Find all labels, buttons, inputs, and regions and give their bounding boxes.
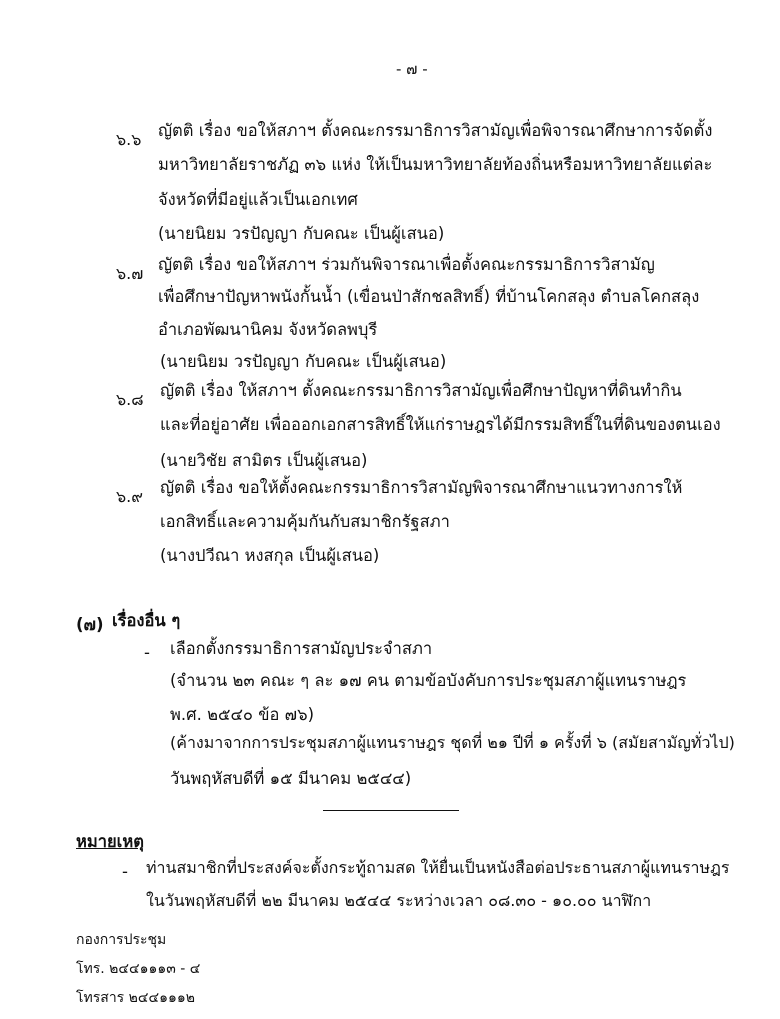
item-text-line: ญัตติ เรื่อง ขอให้สภาฯ ตั้งคณะกรรมาธิการวิสามัญเพื่อพิจารณาศึกษาการจัดตั้ง	[158, 121, 713, 140]
item-proposer: (นายวิชัย สามิตร เป็นผู้เสนอ)	[160, 451, 368, 470]
divider-line	[323, 810, 459, 811]
footer-tel: โทร. ๒๔๔๑๑๑๓ - ๔	[76, 961, 201, 977]
item-proposer: (นายนิยม วรปัญญา กับคณะ เป็นผู้เสนอ)	[160, 352, 447, 371]
item-proposer: (นายนิยม วรปัญญา กับคณะ เป็นผู้เสนอ)	[158, 224, 445, 243]
item-text-line: อำเภอพัฒนานิคม จังหวัดลพบุรี	[158, 320, 378, 339]
item-text-line: จังหวัดที่มีอยู่แล้วเป็นเอกเทศ	[158, 190, 358, 209]
bullet-dash: -	[144, 643, 150, 662]
item-text-line: และที่อยู่อาศัย เพื่อออกเอกสารสิทธิ์ให้แก่ราษฎรได้มีกรรมสิทธิ์ในที่ดินของตนเอง	[160, 415, 721, 434]
item-text-line: ญัตติ เรื่อง ขอให้ตั้งคณะกรรมาธิการวิสามัญพิจารณาศึกษาแนวทางการให้	[160, 478, 683, 497]
section-detail-line: วันพฤหัสบดีที่ ๑๕ มีนาคม ๒๕๔๔)	[170, 769, 412, 788]
item-text-line: เอกสิทธิ์และความคุ้มกันกับสมาชิกรัฐสภา	[160, 512, 450, 531]
section-number: (๗)	[76, 615, 104, 634]
section-detail-line: (จำนวน ๒๓ คณะ ๆ ละ ๑๗ คน ตามข้อบังคับการประชุมสภาผู้แทนราษฎร	[170, 671, 687, 690]
note-line: ในวันพฤหัสบดีที่ ๒๒ มีนาคม ๒๕๔๔ ระหว่างเวลา ๐๘.๓๐ - ๑๐.๐๐ นาฬิกา	[146, 891, 652, 910]
item-number: ๖.๙	[116, 487, 143, 506]
item-number: ๖.๖	[116, 130, 142, 149]
item-number: ๖.๗	[116, 264, 144, 283]
item-text-line: มหาวิทยาลัยราชภัฏ ๓๖ แห่ง ให้เป็นมหาวิทยาลัยท้องถิ่นหรือมหาวิทยาลัยแต่ละ	[158, 155, 713, 174]
item-proposer: (นางปวีณา หงสกุล เป็นผู้เสนอ)	[160, 546, 380, 565]
item-text-line: ญัตติ เรื่อง ขอให้สภาฯ ร่วมกันพิจารณาเพื่อตั้งคณะกรรมาธิการวิสามัญ	[158, 255, 655, 274]
item-text-line: ญัตติ เรื่อง ให้สภาฯ ตั้งคณะกรรมาธิการวิสามัญเพื่อศึกษาปัญหาที่ดินทำกิน	[160, 381, 682, 400]
bullet-dash: -	[122, 862, 128, 881]
section-detail-line: พ.ศ. ๒๕๔๐ ข้อ ๗๖)	[170, 705, 315, 724]
section-item-text: เลือกตั้งกรรมาธิการสามัญประจำสภา	[170, 639, 433, 658]
section-title: เรื่องอื่น ๆ	[112, 611, 181, 630]
footer-office: กองการประชุม	[76, 932, 167, 948]
page-number: - ๗ -	[396, 60, 428, 78]
note-heading: หมายเหตุ	[76, 832, 144, 851]
item-text-line: เพื่อศึกษาปัญหาพนังกั้นน้ำ (เขื่อนป่าสักชลสิทธิ์) ที่บ้านโคกสลุง ตำบลโคกสลุง	[158, 287, 700, 306]
item-number: ๖.๘	[116, 390, 144, 409]
footer-fax: โทรสาร ๒๔๔๑๑๑๒	[76, 990, 195, 1006]
note-line: ท่านสมาชิกที่ประสงค์จะตั้งกระทู้ถามสด ให้ยื่นเป็นหนังสือต่อประธานสภาผู้แทนราษฎร	[146, 858, 730, 877]
section-detail-line: (ค้างมาจากการประชุมสภาผู้แทนราษฎร ชุดที่ ๒๑ ปีที่ ๑ ครั้งที่ ๖ (สมัยสามัญทั่วไป)	[170, 733, 735, 752]
